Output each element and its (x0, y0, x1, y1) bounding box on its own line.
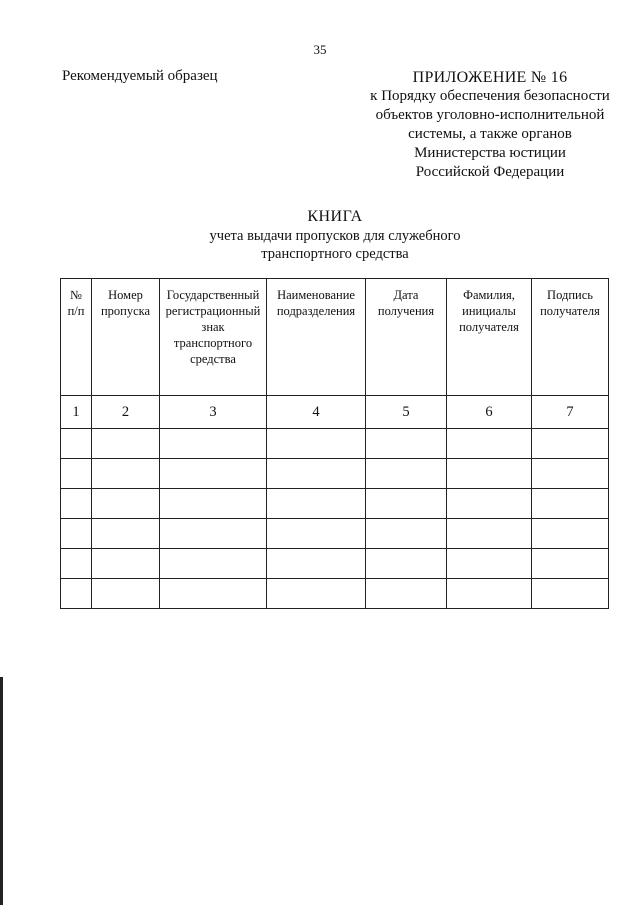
book-subtitle-line: учета выдачи пропусков для служебного (209, 228, 461, 244)
table-cell (160, 519, 267, 549)
table-cell (267, 519, 366, 549)
table-cell (92, 549, 160, 579)
column-header-department: Наименование подразделения (267, 279, 366, 396)
table-cell (366, 459, 447, 489)
table-cell (447, 519, 532, 549)
table-cell (267, 489, 366, 519)
book-subtitle-line: транспортного средства (261, 246, 409, 262)
page-number: 35 (313, 42, 327, 57)
header-row (61, 279, 609, 396)
table-cell (61, 519, 92, 549)
appendix-line: объектов уголовно-исполнительной (375, 107, 605, 123)
table-cell (532, 429, 609, 459)
table-cell (532, 519, 609, 549)
column-number: 3 (160, 396, 267, 429)
pass-register-table (60, 278, 609, 609)
appendix-title: ПРИЛОЖЕНИЕ № 16 (412, 69, 568, 86)
appendix-line: к Порядку обеспечения безопасности (370, 88, 610, 104)
table-cell (447, 579, 532, 609)
table-row (61, 459, 609, 489)
table-cell (532, 549, 609, 579)
table-cell (92, 579, 160, 609)
column-header-pass-number: Номер пропуска (92, 279, 160, 396)
table-cell (447, 459, 532, 489)
appendix-line: системы, а также органов (408, 126, 572, 142)
column-header-date-received: Дата получения (366, 279, 447, 396)
table-cell (160, 459, 267, 489)
book-title: КНИГА (307, 208, 363, 225)
table-cell (160, 489, 267, 519)
sample-label: Рекомендуемый образец (62, 68, 218, 84)
table-cell (366, 579, 447, 609)
column-header-index: № п/п (61, 279, 92, 396)
table-cell (160, 579, 267, 609)
table-row (61, 429, 609, 459)
table-cell (366, 519, 447, 549)
table-cell (267, 549, 366, 579)
table-cell (160, 429, 267, 459)
column-number: 7 (532, 396, 609, 429)
table-cell (61, 429, 92, 459)
appendix-line: Министерства юстиции (414, 145, 566, 161)
table-row (61, 549, 609, 579)
column-number: 4 (267, 396, 366, 429)
table-cell (267, 429, 366, 459)
table-cell (92, 519, 160, 549)
table-cell (92, 429, 160, 459)
column-number-row (61, 396, 609, 429)
table-cell (61, 549, 92, 579)
table-row (61, 519, 609, 549)
table-cell (61, 489, 92, 519)
table-cell (61, 579, 92, 609)
column-header-recipient-signature: Подпись получателя (532, 279, 609, 396)
column-number: 6 (447, 396, 532, 429)
table-cell (447, 489, 532, 519)
column-header-license-plate: Государственный регистрационный знак транспортного средства (160, 279, 267, 396)
table-cell (532, 579, 609, 609)
table-cell (267, 459, 366, 489)
table-cell (366, 429, 447, 459)
table-cell (532, 459, 609, 489)
table-cell (160, 549, 267, 579)
table-cell (267, 579, 366, 609)
table-cell (92, 459, 160, 489)
book-subtitle (0, 227, 640, 263)
appendix-block (360, 68, 620, 182)
table-cell (92, 489, 160, 519)
column-number: 1 (61, 396, 92, 429)
page-edge-line (0, 677, 3, 905)
table-cell (532, 489, 609, 519)
table-cell (366, 489, 447, 519)
table-row (61, 579, 609, 609)
table-row (61, 489, 609, 519)
table-cell (447, 429, 532, 459)
table-cell (61, 459, 92, 489)
table-cell (366, 549, 447, 579)
table-cell (447, 549, 532, 579)
column-number: 2 (92, 396, 160, 429)
column-number: 5 (366, 396, 447, 429)
column-header-recipient-name: Фамилия, инициалы получателя (447, 279, 532, 396)
appendix-line: Российской Федерации (415, 164, 565, 180)
